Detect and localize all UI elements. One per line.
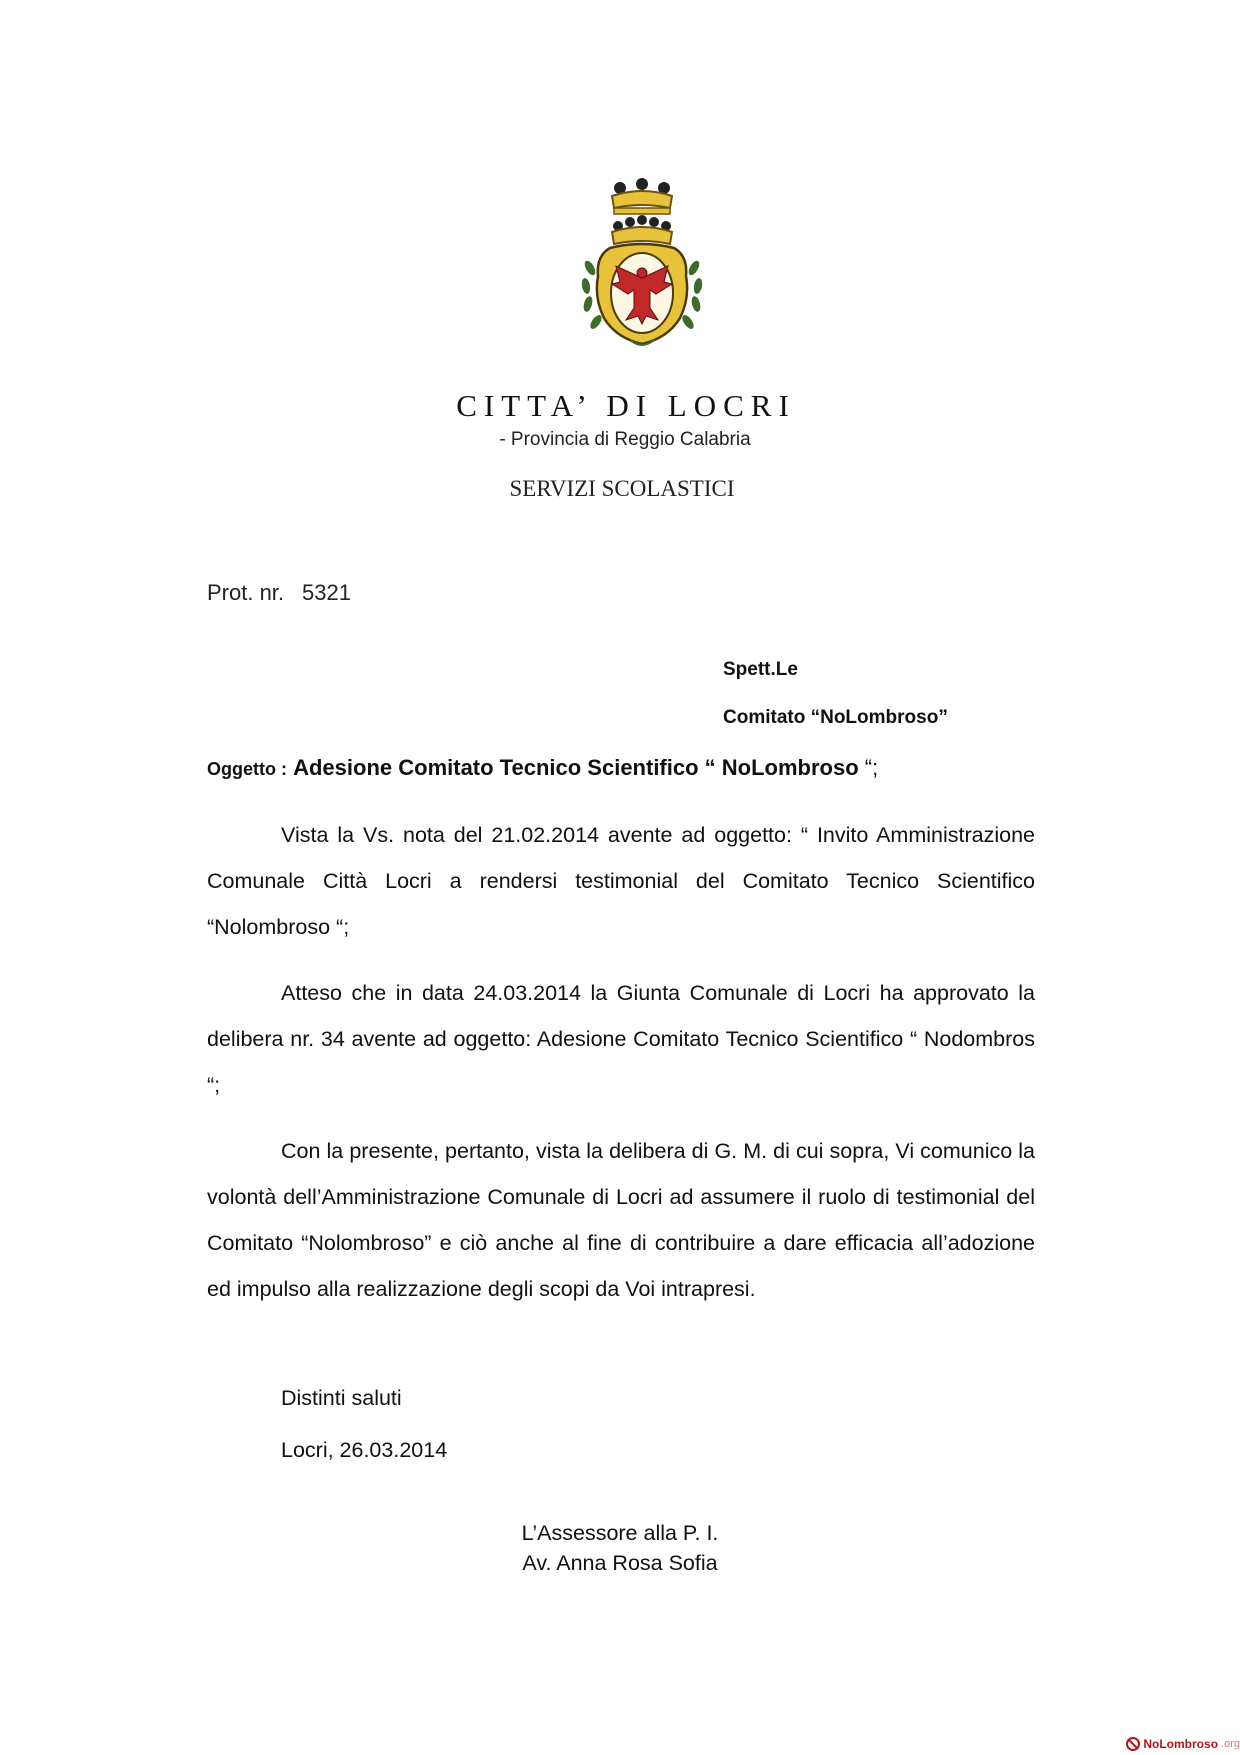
watermark-brand: NoLombroso: [1143, 1737, 1219, 1751]
subject-title: Adesione Comitato Tecnico Scientifico “ NoLombroso: [293, 755, 859, 780]
site-watermark: [1126, 1737, 1240, 1751]
place-date: Locri, 26.03.2014: [281, 1438, 448, 1462]
recipient-salutation: Spett.Le: [723, 659, 798, 680]
city-title: CITTA’ DI LOCRI: [456, 388, 796, 423]
watermark-domain: .org: [1221, 1738, 1240, 1750]
signatory-name: Av. Anna Rosa Sofia: [522, 1551, 718, 1575]
body-paragraph: [207, 812, 1035, 950]
subject-suffix: “;: [858, 755, 879, 780]
office-name: SERVIZI SCOLASTICI: [509, 476, 735, 501]
closing-greeting: Distinti saluti: [281, 1386, 402, 1410]
coat-of-arms-icon: [572, 178, 712, 353]
protocol-number: 5321: [302, 580, 351, 605]
protocol-line: [207, 580, 351, 606]
recipient-name: Comitato “NoLombroso”: [723, 707, 948, 728]
signatory-role: L’Assessore alla P. I.: [521, 1521, 719, 1545]
no-sign-icon: [1126, 1737, 1140, 1751]
protocol-label: Prot. nr.: [207, 580, 285, 605]
shield-crown: [612, 215, 672, 244]
paragraph-text: Atteso che in data 24.03.2014 la Giunta Comunale di Locri ha approvato la delibera nr. 34 avente ad oggetto: Adesione Comitato Tecnico Scientifico “ Nodombros “;: [207, 981, 1035, 1097]
body-paragraph: [207, 1128, 1035, 1312]
top-crown: [612, 178, 672, 214]
province-subtitle: - Provincia di Reggio Calabria: [499, 429, 751, 450]
paragraph-text: Con la presente, pertanto, vista la delibera di G. M. di cui sopra, Vi comunico la volontà dell’Amministrazione Comunale di Locri ad assumere il ruolo di testimonial del Comitato “Nolombroso” e ciò anche al fine di contribuire a dare efficacia all’adozione ed impulso alla realizzazione degli scopi da Voi intrapresi.: [207, 1139, 1035, 1301]
body-paragraph: [207, 970, 1035, 1108]
subject-prefix: Oggetto :: [207, 759, 287, 779]
paragraph-text: Vista la Vs. nota del 21.02.2014 avente ad oggetto: “ Invito Amministrazione Comunale Città Locri a rendersi testimonial del Comitato Tecnico Scientifico “Nolombroso “;: [207, 823, 1035, 939]
subject-line: [207, 755, 878, 781]
